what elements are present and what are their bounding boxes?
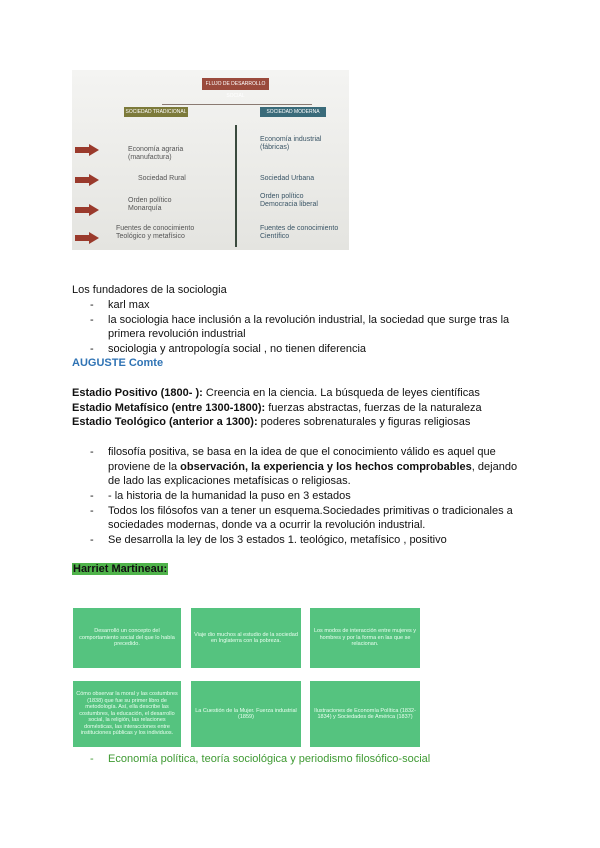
arrow-bar — [75, 147, 89, 153]
list-dash: - — [90, 299, 94, 311]
philosophers-line1: Todos los filósofos van a tener un esquema.Sociedades primitivas o tradicionales a — [108, 505, 513, 517]
arrow-right-icon — [89, 174, 99, 186]
arrow-right-icon — [89, 204, 99, 216]
highlighted-name: Harriet Martineau: — [73, 563, 168, 575]
info-box: Ilustraciones de Economía Política (1832-1834) y Sociedades de América (1837) — [310, 681, 420, 747]
list-item-continued: primera revolución industrial — [108, 328, 246, 340]
bold-phrase: observación, la experiencia y los hechos comprobables — [180, 461, 472, 473]
row2-right: Sociedad Urbana — [260, 175, 315, 182]
stage-label: Estadio Teológico (anterior a 1300): — [72, 416, 258, 428]
stage-text: fuerzas abstractas, fuerzas de la naturaleza — [265, 402, 482, 414]
martineau-note: Economía política, teoría sociológica y periodismo filosófico-social — [108, 753, 431, 765]
list-item: karl max — [108, 299, 150, 311]
text-span: proviene de la — [108, 461, 181, 473]
list-dash: - — [90, 446, 94, 458]
stage-text: poderes sobrenaturales y figuras religiosas — [257, 416, 471, 428]
arrow-bar — [75, 207, 89, 213]
list-dash: - — [90, 753, 94, 765]
row4-left: Fuentes de conocimiento Teológico y metafísico — [116, 225, 195, 240]
stage-label: Estadio Positivo (1800- ): — [72, 387, 203, 399]
text-span: , dejando — [471, 461, 518, 473]
positive-philosophy-line3: de lado las explicaciones metafísicas o religiosas. — [108, 475, 351, 487]
stage-metaphysical — [72, 402, 482, 415]
info-box: La Cuestión de la Mujer. Fuerza industrial (1859) — [191, 681, 301, 747]
list-dash: - — [90, 314, 94, 326]
list-dash: - — [90, 534, 94, 546]
arrow-right-icon — [89, 232, 99, 244]
arrow-bar — [75, 235, 89, 241]
row1-left: Economía agraria (manufactura) — [128, 146, 184, 161]
row3-right: Orden político Democracia liberal — [260, 193, 318, 208]
info-box: Cómo observar la moral y las costumbres (1838) que fue su primer libro de metodología. Así, ella describe las costumbres, la educación, el desarrollo social, la religión, las relaciones domésticas, las interacciones entre instituciones públicas y los individuos. — [73, 681, 181, 747]
diagram-connector-line — [162, 104, 312, 105]
stage-theological — [72, 416, 470, 429]
column-divider — [235, 125, 237, 247]
positive-philosophy-line1: filosofía positiva, se basa en la idea de que el conocimiento válido es aquel que — [108, 446, 496, 458]
development-diagram — [72, 70, 349, 250]
list-dash: - — [90, 343, 94, 355]
comte-heading: AUGUSTE Comte — [72, 357, 164, 369]
list-item: la sociologia hace inclusión a la revolución industrial, la sociedad que surge tras la — [108, 314, 510, 326]
history-item: - la historia de la humanidad la puso en 3 estados — [108, 490, 351, 502]
row2-left: Sociedad Rural — [138, 175, 186, 182]
three-stages-law: Se desarrolla la ley de los 3 estados 1. teológico, metafísico , positivo — [108, 534, 447, 546]
arrow-right-icon — [89, 144, 99, 156]
list-dash: - — [90, 505, 94, 517]
info-box: Viaje dio muchos al estudio de la sociedad en Inglaterra con la pobreza. — [191, 608, 301, 668]
traditional-society-header: SOCIEDAD TRADICIONAL — [125, 109, 187, 115]
martineau-diagram — [70, 605, 417, 747]
list-dash: - — [90, 490, 94, 502]
modern-society-header: SOCIEDAD MODERNA — [260, 107, 326, 117]
diagram-title: FLUJO DE DESARROLLO SOCIAL — [202, 78, 269, 90]
philosophers-line2: sociedades modernas, donde va a ocurrir la revolución industrial. — [108, 519, 426, 531]
row1-right: Economía industrial (fábricas) — [260, 136, 322, 151]
stage-positive — [72, 387, 480, 400]
positive-philosophy-line2 — [108, 461, 517, 474]
arrow-bar — [75, 177, 89, 183]
row4-right: Fuentes de conocimiento Científico — [260, 225, 339, 240]
info-box: Desarrolló un concepto del comportamiento social del que lo había precedido. — [73, 608, 181, 668]
row3-left: Orden político Monarquía — [128, 197, 172, 212]
stage-text: Creencia en la ciencia. La búsqueda de leyes científicas — [202, 387, 480, 399]
info-box: Los modos de interacción entre mujeres y hombres y por la forma en las que se relacionan. — [310, 608, 420, 668]
list-item: sociologia y antropología social , no tienen diferencia — [108, 343, 367, 355]
stage-label: Estadio Metafísico (entre 1300-1800): — [72, 402, 266, 414]
martineau-heading — [72, 563, 168, 576]
founders-heading: Los fundadores de la sociologia — [72, 284, 227, 296]
